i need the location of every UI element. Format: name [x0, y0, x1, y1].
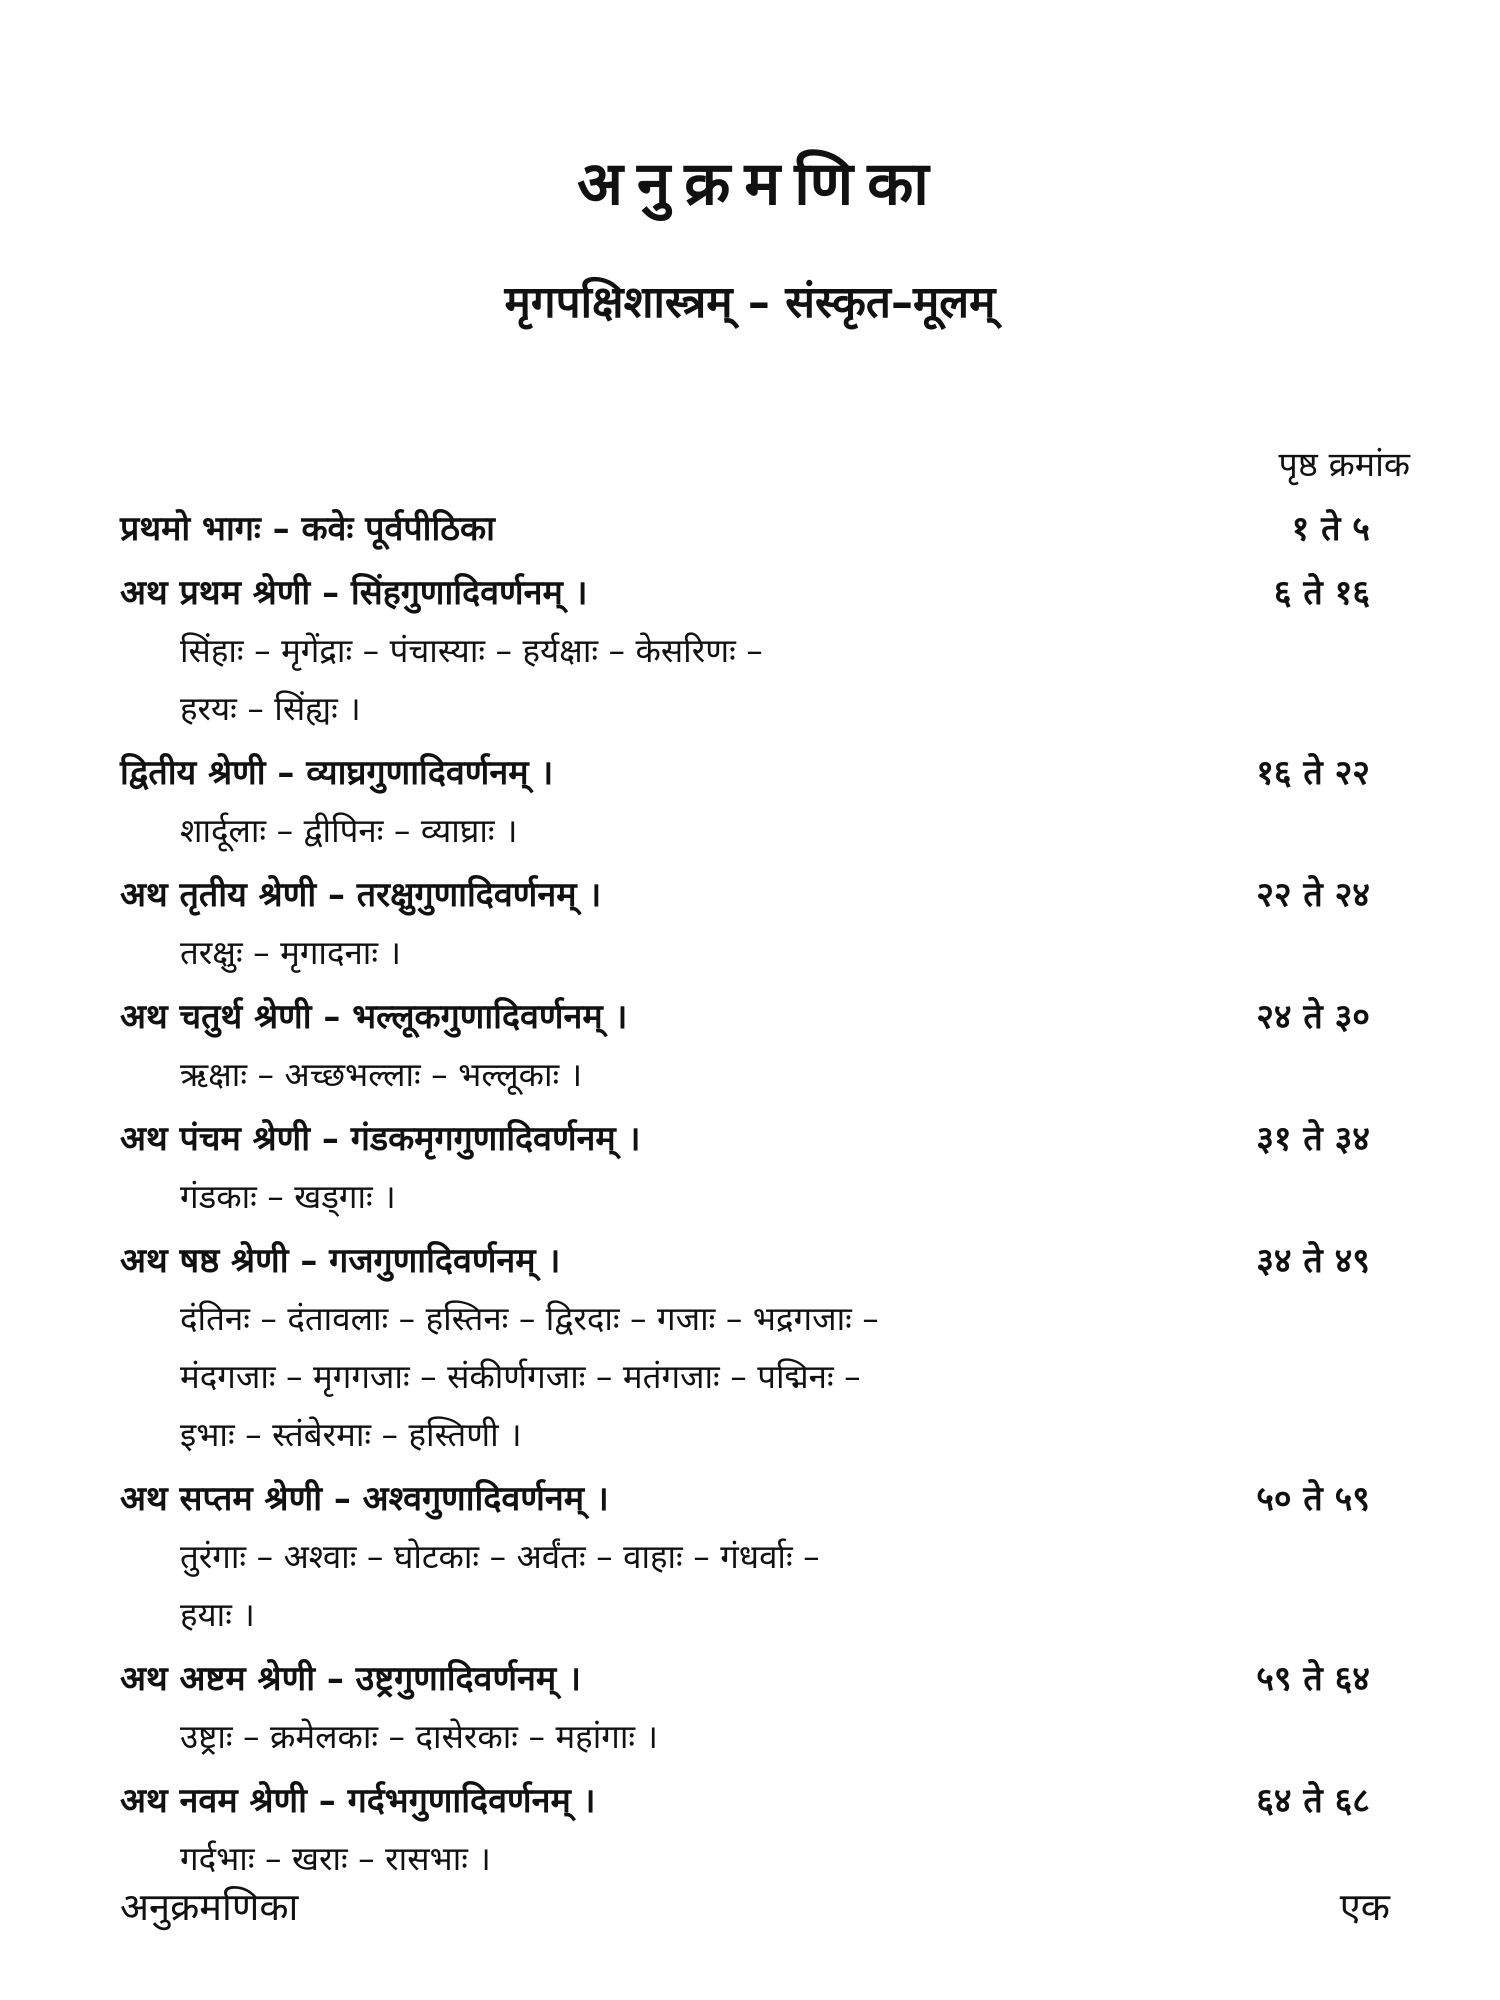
toc-entry-subline: गंडकाः – खड्गाः । [180, 1177, 396, 1216]
toc-entry-subline: गर्दभाः – खराः – रासभाः । [180, 1839, 491, 1878]
toc-entry [120, 1232, 1390, 1464]
toc-entry-page-range: ५० ते ५९ [1256, 1479, 1370, 1519]
toc-entry-subline: इभाः – स्तंबेरमाः – हस्तिणी । [180, 1415, 522, 1454]
toc-entry-heading: अथ पंचम श्रेणी – गंडकमृगगुणादिवर्णनम् । [120, 1119, 641, 1159]
toc-entry-subline: शार्दूलाः – द्वीपिनः – व्याघ्राः । [180, 811, 518, 850]
toc-entry-heading: अथ नवम श्रेणी – गर्दभगुणादिवर्णनम् । [120, 1781, 596, 1821]
toc-entry-heading-row [120, 988, 1390, 1046]
toc-entry-subline: दंतिनः – दंतावलाः – हस्तिनः – द्विरदाः – गजाः – भद्रगजाः – [180, 1299, 879, 1338]
toc-entry [120, 866, 1390, 982]
toc-entry-page-range: १६ ते २२ [1256, 753, 1370, 793]
toc-entry-subline: ऋक्षाः – अच्छभल्लाः – भल्लूकाः । [180, 1055, 583, 1094]
toc-entry-heading-row [120, 1232, 1390, 1290]
toc-entry-page-range: ५९ ते ६४ [1256, 1659, 1370, 1699]
toc-entry-page-range: ६ ते १६ [1273, 573, 1370, 613]
toc-entry [120, 500, 1390, 558]
page-number-column-header: पृष्ठ क्रमांक [1278, 445, 1410, 485]
toc-entry-heading: द्वितीय श्रेणी – व्याघ्रगुणादिवर्णनम् । [120, 753, 554, 793]
toc-entry-subline: उष्ट्राः – क्रमेलकाः – दासेरकाः – महांगाः । [180, 1717, 659, 1756]
footer-left-text: अनुक्रमणिका [120, 1885, 299, 1929]
toc-entry [120, 1772, 1390, 1888]
toc-entry-page-range: २२ ते २४ [1256, 875, 1370, 915]
toc-entry-heading: अथ षष्ठ श्रेणी – गजगुणादिवर्णनम् । [120, 1241, 561, 1281]
toc-entry [120, 744, 1390, 860]
toc-entry [120, 1470, 1390, 1644]
toc-entry-page-range: १ ते ५ [1291, 509, 1370, 549]
toc-entry-subline: तुरंगाः – अश्वाः – घोटकाः – अर्वंतः – वाहाः – गंधर्वाः – [180, 1537, 820, 1576]
toc-entry [120, 988, 1390, 1104]
toc-entry-page-range: २४ ते ३० [1256, 997, 1370, 1037]
page-footer [120, 1880, 1390, 1932]
toc-entry-heading-row [120, 1110, 1390, 1168]
toc-entry-heading: अथ सप्तम श्रेणी – अश्वगुणादिवर्णनम् । [120, 1479, 609, 1519]
toc-entry-heading-row [120, 500, 1390, 558]
page-title: अनुक्रमणिका [577, 149, 943, 219]
toc-entry-heading-row [120, 564, 1390, 622]
toc-entry [120, 1110, 1390, 1226]
toc-entry-heading: अथ अष्टम श्रेणी – उष्ट्रगुणादिवर्णनम् । [120, 1659, 581, 1699]
toc-entry-subline: तरक्षुः – मृगादनाः । [180, 933, 402, 972]
toc-entry-heading-row [120, 866, 1390, 924]
toc-entry-heading: अथ चतुर्थ श्रेणी – भल्लूकगुणादिवर्णनम् । [120, 997, 628, 1037]
toc-entry-heading: अथ प्रथम श्रेणी – सिंहगुणादिवर्णनम् । [120, 573, 588, 613]
footer-page-number: एक [1339, 1885, 1390, 1929]
toc-entry-heading: अथ तृतीय श्रेणी – तरक्षुगुणादिवर्णनम् । [120, 875, 602, 915]
toc-entry-page-range: ३१ ते ३४ [1256, 1119, 1370, 1159]
table-of-contents [120, 500, 1390, 1894]
toc-entry-heading-row [120, 744, 1390, 802]
toc-entry-subline: सिंहाः – मृगेंद्राः – पंचास्याः – हर्यक्षाः – केसरिणः – [180, 631, 763, 670]
toc-entry-heading: प्रथमो भागः – कवेः पूर्वपीठिका [120, 509, 495, 549]
toc-entry-heading-row [120, 1470, 1390, 1528]
toc-entry-subline: हरयः – सिंह्यः । [180, 689, 361, 728]
toc-entry-heading-row [120, 1772, 1390, 1830]
toc-entry-heading-row [120, 1650, 1390, 1708]
page-subtitle: मृगपक्षिशास्त्रम् – संस्कृत–मूलम् [504, 277, 996, 328]
toc-entry-page-range: ६४ ते ६८ [1256, 1781, 1370, 1821]
toc-entry-page-range: ३४ ते ४९ [1256, 1241, 1370, 1281]
toc-entry-subline: हयाः । [180, 1595, 255, 1634]
toc-entry [120, 564, 1390, 738]
toc-entry [120, 1650, 1390, 1766]
toc-entry-subline: मंदगजाः – मृगगजाः – संकीर्णगजाः – मतंगजाः – पद्मिनः – [180, 1357, 861, 1396]
